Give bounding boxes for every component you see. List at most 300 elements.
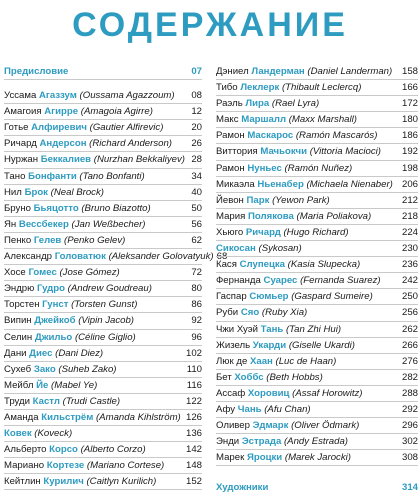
original-name: (Maria Poliakova) (296, 210, 372, 222)
page-number: 72 (191, 267, 202, 279)
page-number: 198 (401, 162, 418, 174)
toc-entry[interactable] (4, 169, 202, 185)
entry-text (4, 88, 175, 103)
page-number: 26 (191, 138, 202, 150)
page-number: 142 (185, 444, 202, 456)
toc-entry[interactable] (216, 273, 418, 289)
original-name: (Oliver Ödmark) (291, 420, 360, 432)
toc-entry[interactable] (216, 161, 418, 177)
entry-text (4, 346, 103, 361)
entry-text (4, 378, 97, 393)
toc-entry[interactable] (216, 241, 418, 257)
spacer (4, 80, 202, 88)
toc-entry[interactable] (216, 305, 418, 321)
surname: Бонфанти (28, 170, 77, 182)
page-number: 68 (216, 251, 228, 263)
original-name: (Ramón Nuñez) (284, 162, 353, 174)
entry-text (4, 265, 120, 280)
page-number: 08 (191, 90, 202, 102)
original-name: (Marek Jarocki) (284, 452, 351, 464)
toc-entry[interactable] (4, 330, 202, 346)
entry-text (216, 96, 319, 111)
first-name: Уссама (4, 90, 37, 102)
original-name: (Hugo Richard) (283, 226, 349, 238)
first-name: Тано (4, 170, 26, 182)
surname: Джильо (34, 331, 73, 343)
entry-text (216, 338, 355, 353)
surname: Андерсон (39, 138, 87, 150)
page-number: 186 (401, 130, 418, 142)
surname: Курилич (43, 476, 84, 488)
toc-entry[interactable] (4, 410, 202, 426)
first-name: Пенко (4, 234, 32, 246)
original-name: (Sykosan) (258, 243, 302, 255)
surname: Агирре (44, 106, 79, 118)
section-label: Предисловие (4, 66, 69, 77)
surname: Джейкоб (34, 315, 76, 327)
entry-text (216, 144, 381, 159)
surname: Вессбекер (18, 218, 69, 230)
first-name: Макс (216, 114, 239, 126)
original-name: (Ramón Mascarós) (295, 130, 378, 142)
first-name: Нил (4, 186, 22, 198)
page-number: 148 (185, 460, 202, 472)
surname: Укарди (252, 339, 287, 351)
entry-text (4, 410, 181, 425)
page-number: 136 (185, 428, 202, 440)
toc-entry[interactable] (4, 474, 202, 490)
first-name: Випин (4, 315, 32, 327)
page-number: 122 (185, 395, 202, 407)
surname: Алфиревич (31, 122, 87, 134)
page-number: 116 (186, 379, 202, 391)
surname: Агаззум (39, 90, 77, 102)
first-name: Мария (216, 210, 246, 222)
page-number: 110 (186, 363, 202, 375)
toc-entry[interactable] (216, 450, 418, 466)
surname: Слупецка (239, 259, 285, 271)
toc-entry[interactable] (4, 120, 202, 136)
original-name: (Michaela Nienaber) (306, 178, 393, 190)
original-name: (Rael Lyra) (271, 98, 320, 110)
page-number: 20 (191, 122, 202, 134)
toc-entry[interactable] (216, 193, 418, 209)
first-name: Виттория (216, 146, 258, 158)
toc-entry[interactable] (216, 418, 418, 434)
entry-text (4, 426, 72, 441)
first-name: Труди (4, 395, 30, 407)
toc-entry[interactable] (216, 386, 418, 402)
original-name: (Koveck) (34, 428, 73, 440)
entry-text (216, 209, 371, 224)
surname: Нуньес (247, 162, 282, 174)
toc-entry[interactable] (4, 249, 228, 265)
section-page: 314 (401, 482, 418, 494)
surname: Хоббс (234, 371, 264, 383)
original-name: (Ruby Xia) (261, 307, 308, 319)
first-name: Кася (216, 259, 237, 271)
entry-text (4, 297, 137, 312)
first-name: Чжи Хуэй (216, 323, 258, 335)
toc-entry[interactable] (216, 80, 418, 96)
first-name: Дани (4, 347, 27, 359)
page-number: 292 (401, 403, 418, 415)
entry-text (4, 458, 164, 473)
entry-text (4, 442, 146, 457)
page-number: 158 (401, 66, 418, 77)
page-number: 266 (401, 339, 418, 351)
toc-entry[interactable] (4, 362, 202, 378)
page-number: 212 (401, 194, 418, 206)
original-name: (Penko Gelev) (64, 234, 126, 246)
first-name: Мариано (4, 460, 45, 472)
original-name: (Giselle Ukardi) (288, 339, 355, 351)
first-name: Торстен (4, 299, 40, 311)
first-name: Александр (4, 251, 53, 263)
first-name: Мейбл (4, 379, 34, 391)
page-number: 96 (191, 331, 202, 343)
first-name: Кейтлин (4, 476, 41, 488)
original-name: (Torsten Gunst) (71, 299, 138, 311)
entry-text (4, 104, 153, 119)
entry-text (216, 64, 392, 79)
page-number: 224 (401, 226, 418, 238)
toc-entry[interactable] (216, 144, 418, 160)
first-name: Аманда (4, 411, 39, 423)
entry-text (216, 386, 363, 401)
first-name: Хьюго (216, 226, 244, 238)
entry-text (4, 169, 145, 184)
page-number: 166 (401, 82, 418, 94)
surname: Сюмьер (249, 291, 289, 303)
toc-entry[interactable] (4, 346, 202, 362)
page-number: 302 (401, 436, 418, 448)
entry-text (216, 402, 311, 417)
original-name: (Fernanda Suarez) (300, 275, 381, 287)
original-name: (Luc de Haan) (275, 355, 337, 367)
entry-text (216, 257, 360, 272)
page-number: 102 (185, 347, 202, 359)
first-name: Рамон (216, 162, 245, 174)
first-name: Сухеб (4, 363, 32, 375)
first-name: Марек (216, 452, 245, 464)
entry-text (216, 370, 323, 385)
first-name: Афу (216, 403, 236, 415)
surname: Кортезе (46, 460, 85, 472)
original-name: (Thibault Leclercq) (281, 82, 362, 94)
entry-text (216, 322, 341, 337)
entry-text (216, 161, 352, 176)
page-number: 180 (401, 114, 418, 126)
first-name: Ричард (4, 138, 37, 150)
surname: Диес (29, 347, 53, 359)
toc-entry[interactable] (4, 281, 202, 297)
page-number: 28 (191, 154, 202, 166)
entry-text (216, 305, 307, 320)
toc-entry[interactable] (216, 128, 418, 144)
toc-entry[interactable] (216, 434, 418, 450)
toc-entry[interactable] (216, 96, 418, 112)
original-name: (Trudi Castle) (62, 395, 121, 407)
surname: Маршалл (241, 114, 287, 126)
entry-text (216, 273, 381, 288)
entry-text (216, 112, 357, 127)
original-name: (Kasia Slupecka) (287, 259, 361, 271)
page-number: 50 (191, 202, 202, 214)
original-name: (Mabel Ye) (51, 379, 98, 391)
section-label: Художники (216, 482, 269, 494)
original-name: (Richard Anderson) (89, 138, 172, 150)
original-name: (Gaspard Sumeire) (291, 291, 373, 303)
page-number: 34 (191, 170, 202, 182)
first-name: Ян (4, 218, 17, 230)
surname: Беккалиев (40, 154, 92, 166)
surname: Парк (246, 194, 270, 206)
surname: Яроцки (246, 452, 283, 464)
surname: Полякова (248, 210, 294, 222)
toc-entry[interactable] (4, 88, 202, 104)
page-number: 80 (191, 283, 202, 295)
page-number: 152 (185, 476, 202, 488)
first-name: Микаэла (216, 178, 255, 190)
page-number: 172 (401, 98, 418, 110)
toc-entry[interactable] (216, 354, 418, 370)
toc-section-preface[interactable] (4, 64, 202, 80)
original-name: (Beth Hobbs) (266, 371, 323, 383)
entry-text (4, 233, 125, 248)
page-number: 126 (185, 411, 202, 423)
original-name: (Vipin Jacob) (78, 315, 135, 327)
page-number: 192 (401, 146, 418, 158)
first-name: Энди (216, 436, 240, 448)
surname: Ковек (4, 428, 32, 440)
page-number: 262 (401, 323, 418, 335)
toc-entry[interactable] (4, 313, 202, 329)
surname: Бьяцотто (33, 202, 79, 214)
first-name: Альберто (4, 444, 47, 456)
surname: Гунст (42, 299, 69, 311)
original-name: (Assaf Horowitz) (292, 387, 363, 399)
page-number: 92 (191, 315, 202, 327)
entry-text (4, 394, 120, 409)
original-name: (Gautier Alfirevic) (89, 122, 164, 134)
first-name: Руби (216, 307, 239, 319)
entry-text (4, 185, 104, 200)
original-name: (Caitlyn Kurilich) (86, 476, 157, 488)
toc-entry[interactable] (4, 185, 202, 201)
first-name: Оливер (216, 420, 250, 432)
toc-entry[interactable] (4, 104, 202, 120)
page-number: 218 (401, 210, 418, 222)
first-name: Люк де (216, 355, 248, 367)
entry-text (4, 281, 152, 296)
surname: Ричард (245, 226, 281, 238)
toc-column-right (216, 64, 418, 495)
toc-entry[interactable] (216, 289, 418, 305)
toc-entry[interactable] (4, 217, 202, 233)
original-name: (Afu Chan) (264, 403, 311, 415)
original-name: (Andy Estrada) (283, 436, 348, 448)
toc-entry[interactable] (216, 257, 418, 273)
page-number: 296 (401, 420, 418, 432)
surname: Мачьокчи (260, 146, 308, 158)
surname: Головатюк (54, 251, 106, 263)
original-name: (Nurzhan Bekkaliyev) (93, 154, 185, 166)
surname: Кильстрём (41, 411, 94, 423)
page-number: 40 (191, 186, 202, 198)
original-name: (Oussama Agazzoum) (79, 90, 175, 102)
first-name: Гаспар (216, 291, 247, 303)
first-name: Бруно (4, 202, 31, 214)
entry-text (216, 128, 377, 143)
surname: Хаан (249, 355, 273, 367)
original-name: (Amanda Kihlström) (95, 411, 181, 423)
original-name: (Suheb Zako) (58, 363, 117, 375)
page-number: 288 (401, 387, 418, 399)
original-name: (Yewon Park) (272, 194, 330, 206)
toc-entry[interactable] (216, 338, 418, 354)
surname: Лира (245, 98, 270, 110)
surname: Зако (33, 363, 56, 375)
surname: Корсо (49, 444, 78, 456)
page-number: 12 (191, 106, 202, 118)
page-number: 282 (401, 371, 418, 383)
surname: Чань (237, 403, 262, 415)
toc-entry[interactable] (216, 225, 418, 241)
original-name: (Vittoria Macioci) (309, 146, 381, 158)
original-name: (Andrew Goudreau) (67, 283, 152, 295)
section-page: 07 (191, 66, 202, 77)
entry-text (216, 434, 348, 449)
spacer (216, 466, 418, 480)
original-name: (Tano Bonfanti) (79, 170, 145, 182)
page-number: 256 (401, 307, 418, 319)
first-name: Хосе (4, 267, 26, 279)
surname: Гудро (37, 283, 65, 295)
page-number: 56 (191, 218, 202, 230)
entry-text (4, 120, 163, 135)
original-name: (Jan Weßbecher) (71, 218, 146, 230)
original-name: (Jose Gómez) (59, 267, 120, 279)
toc-entry[interactable] (216, 209, 418, 225)
entry-text (4, 217, 145, 232)
entry-text (216, 177, 393, 192)
surname: Суарес (263, 275, 298, 287)
toc-entry[interactable] (216, 402, 418, 418)
entry-text (4, 201, 151, 216)
page-number: 236 (401, 259, 418, 271)
original-name: (Aleksander Golovatyuk) (108, 251, 214, 263)
original-name: (Dani Diez) (55, 347, 104, 359)
original-name: (Céline Giglio) (74, 331, 136, 343)
surname: Тань (260, 323, 284, 335)
surname: Эстрада (241, 436, 282, 448)
entry-text (216, 418, 359, 433)
entry-text (216, 289, 373, 304)
page-number: 206 (401, 178, 418, 190)
surname: Хоровиц (247, 387, 290, 399)
page-number: 242 (401, 275, 418, 287)
surname: Брок (24, 186, 48, 198)
entry-text (4, 474, 156, 489)
first-name: Йевон (216, 194, 244, 206)
toc-entry[interactable] (4, 426, 202, 442)
toc-entry[interactable] (216, 322, 418, 338)
toc-entry[interactable] (4, 265, 202, 281)
first-name: Фернанда (216, 275, 261, 287)
toc-entry[interactable] (4, 233, 202, 249)
entry-text (4, 362, 117, 377)
entry-text (216, 241, 302, 256)
page-number: 308 (401, 452, 418, 464)
entry-text (4, 330, 136, 345)
surname: Сяо (240, 307, 260, 319)
toc-entry[interactable] (4, 152, 202, 168)
original-name: (Daniel Landerman) (307, 66, 393, 77)
entry-text (216, 80, 361, 95)
toc-entry[interactable] (4, 442, 202, 458)
original-name: (Bruno Biazotto) (81, 202, 151, 214)
entry-text (4, 152, 185, 167)
first-name: Рамон (216, 130, 245, 142)
toc-entry[interactable] (4, 378, 202, 394)
toc-section-artists[interactable] (216, 480, 418, 495)
toc-entry[interactable] (4, 201, 202, 217)
page-number: 62 (191, 234, 202, 246)
surname: Эдмарк (252, 420, 289, 432)
toc-entry[interactable] (4, 297, 202, 313)
toc-entry[interactable] (216, 112, 418, 128)
surname: Ньенабер (257, 178, 304, 190)
surname: Гомес (28, 267, 57, 279)
entry-text (4, 313, 134, 328)
surname: Кастл (32, 395, 60, 407)
toc-list-right (216, 64, 418, 466)
toc-entry[interactable] (4, 458, 202, 474)
first-name: Эндрю (4, 283, 35, 295)
entry-text (4, 136, 172, 151)
surname: Сикосан (216, 243, 256, 255)
entry-text (216, 225, 349, 240)
entry-text (216, 193, 330, 208)
first-name: Жизель (216, 339, 251, 351)
toc-entry[interactable] (216, 177, 418, 193)
original-name: (Maxx Marshall) (288, 114, 357, 126)
page-title: СОДЕРЖАНИЕ (72, 5, 348, 44)
toc-entry[interactable] (216, 370, 418, 386)
first-name: Селин (4, 331, 33, 343)
first-name: Готье (4, 122, 29, 134)
page-number: 230 (401, 243, 418, 255)
first-name: Бет (216, 371, 232, 383)
original-name: (Alberto Corzo) (80, 444, 146, 456)
surname: Гелев (33, 234, 62, 246)
toc-entry[interactable] (4, 136, 202, 152)
entry-text (4, 249, 214, 264)
first-name: Нуржан (4, 154, 39, 166)
first-name: Тибо (216, 82, 238, 94)
page-number: 276 (401, 355, 418, 367)
surname: Йе (36, 379, 49, 391)
surname: Маскарос (247, 130, 294, 142)
original-name: (Tan Zhi Hui) (285, 323, 342, 335)
toc-entry[interactable] (4, 394, 202, 410)
original-name: (Amagoia Agirre) (80, 106, 153, 118)
first-name: Раэль (216, 98, 243, 110)
entry-text (216, 450, 351, 465)
toc-entry[interactable] (216, 64, 418, 80)
page-number: 250 (401, 291, 418, 303)
